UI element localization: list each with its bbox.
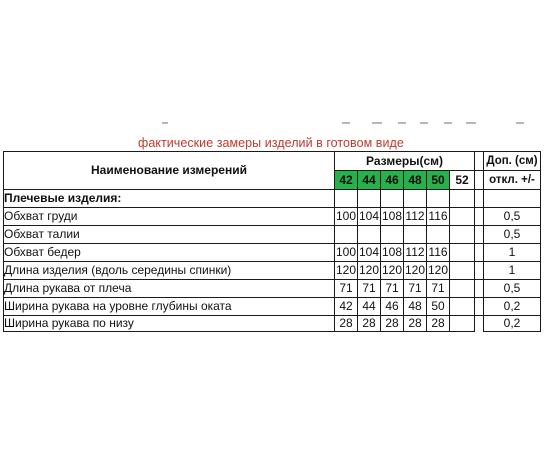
row-value: 28 [358,316,381,332]
row-value: 120 [427,262,450,280]
row-value: 120 [335,262,358,280]
row-value [450,226,475,244]
table-row [4,262,541,280]
row-name: Обхват груди [4,208,335,226]
row-value: 44 [358,298,381,316]
row-value: 48 [404,298,427,316]
header-dop-line1: Доп. (см) [484,152,541,171]
gap-cell [475,152,484,171]
row-value: 100 [335,244,358,262]
row-value: 28 [404,316,427,332]
row-value: 108 [381,208,404,226]
row-value [450,316,475,332]
table-row [4,208,541,226]
row-value: 71 [427,280,450,298]
row-name: Длина изделия (вдоль середины спинки) [4,262,335,280]
size-header-46: 46 [381,171,404,190]
gap-cell [475,171,484,190]
row-value: 50 [427,298,450,316]
row-value [404,226,427,244]
row-value [427,226,450,244]
row-value: 120 [358,262,381,280]
row-name: Обхват бедер [4,244,335,262]
row-value: 120 [404,262,427,280]
row-dop: 0,5 [484,226,541,244]
row-value [450,262,475,280]
row-value: 116 [427,208,450,226]
table-caption: фактические замеры изделий в готовом виде [138,136,404,150]
row-value: 71 [358,280,381,298]
row-value: 28 [335,316,358,332]
row-value: 104 [358,208,381,226]
row-value [335,226,358,244]
row-name: Длина рукава от плеча [4,280,335,298]
table-row [4,298,541,316]
size-header-52: 52 [450,171,475,190]
table-row [4,226,541,244]
row-dop: 0,2 [484,316,541,332]
row-value: 108 [381,244,404,262]
row-value: 71 [381,280,404,298]
row-value [450,298,475,316]
row-name: Ширина рукава на уровне глубины оката [4,298,335,316]
row-dop: 1 [484,244,541,262]
row-value: 104 [358,244,381,262]
row-dop: 0,2 [484,298,541,316]
header-measurement-name: Наименование измерений [4,152,335,190]
row-name: Обхват талии [4,226,335,244]
size-header-42: 42 [335,171,358,190]
size-header-48: 48 [404,171,427,190]
row-dop: 0,5 [484,280,541,298]
row-value [450,208,475,226]
row-value [358,226,381,244]
size-header-50: 50 [427,171,450,190]
measurements-table [3,151,541,332]
row-value: 120 [381,262,404,280]
section-title: Плечевые изделия: [4,190,335,208]
row-value [381,226,404,244]
row-value: 42 [335,298,358,316]
header-sizes: Размеры(см) [335,152,475,171]
row-name: Ширина рукава по низу [4,316,335,332]
row-dop: 1 [484,262,541,280]
header-dop-line2: откл. +/- [484,171,541,190]
row-value [450,244,475,262]
row-dop: 0,5 [484,208,541,226]
table-row [4,316,541,332]
row-value: 100 [335,208,358,226]
row-value: 28 [381,316,404,332]
row-value: 112 [404,208,427,226]
table-row [4,244,541,262]
size-header-44: 44 [358,171,381,190]
row-value [450,280,475,298]
row-value: 71 [404,280,427,298]
row-value: 46 [381,298,404,316]
row-value: 112 [404,244,427,262]
row-value: 71 [335,280,358,298]
table-row [4,280,541,298]
row-value: 28 [427,316,450,332]
row-value: 116 [427,244,450,262]
clipped-header-marks [0,118,546,132]
